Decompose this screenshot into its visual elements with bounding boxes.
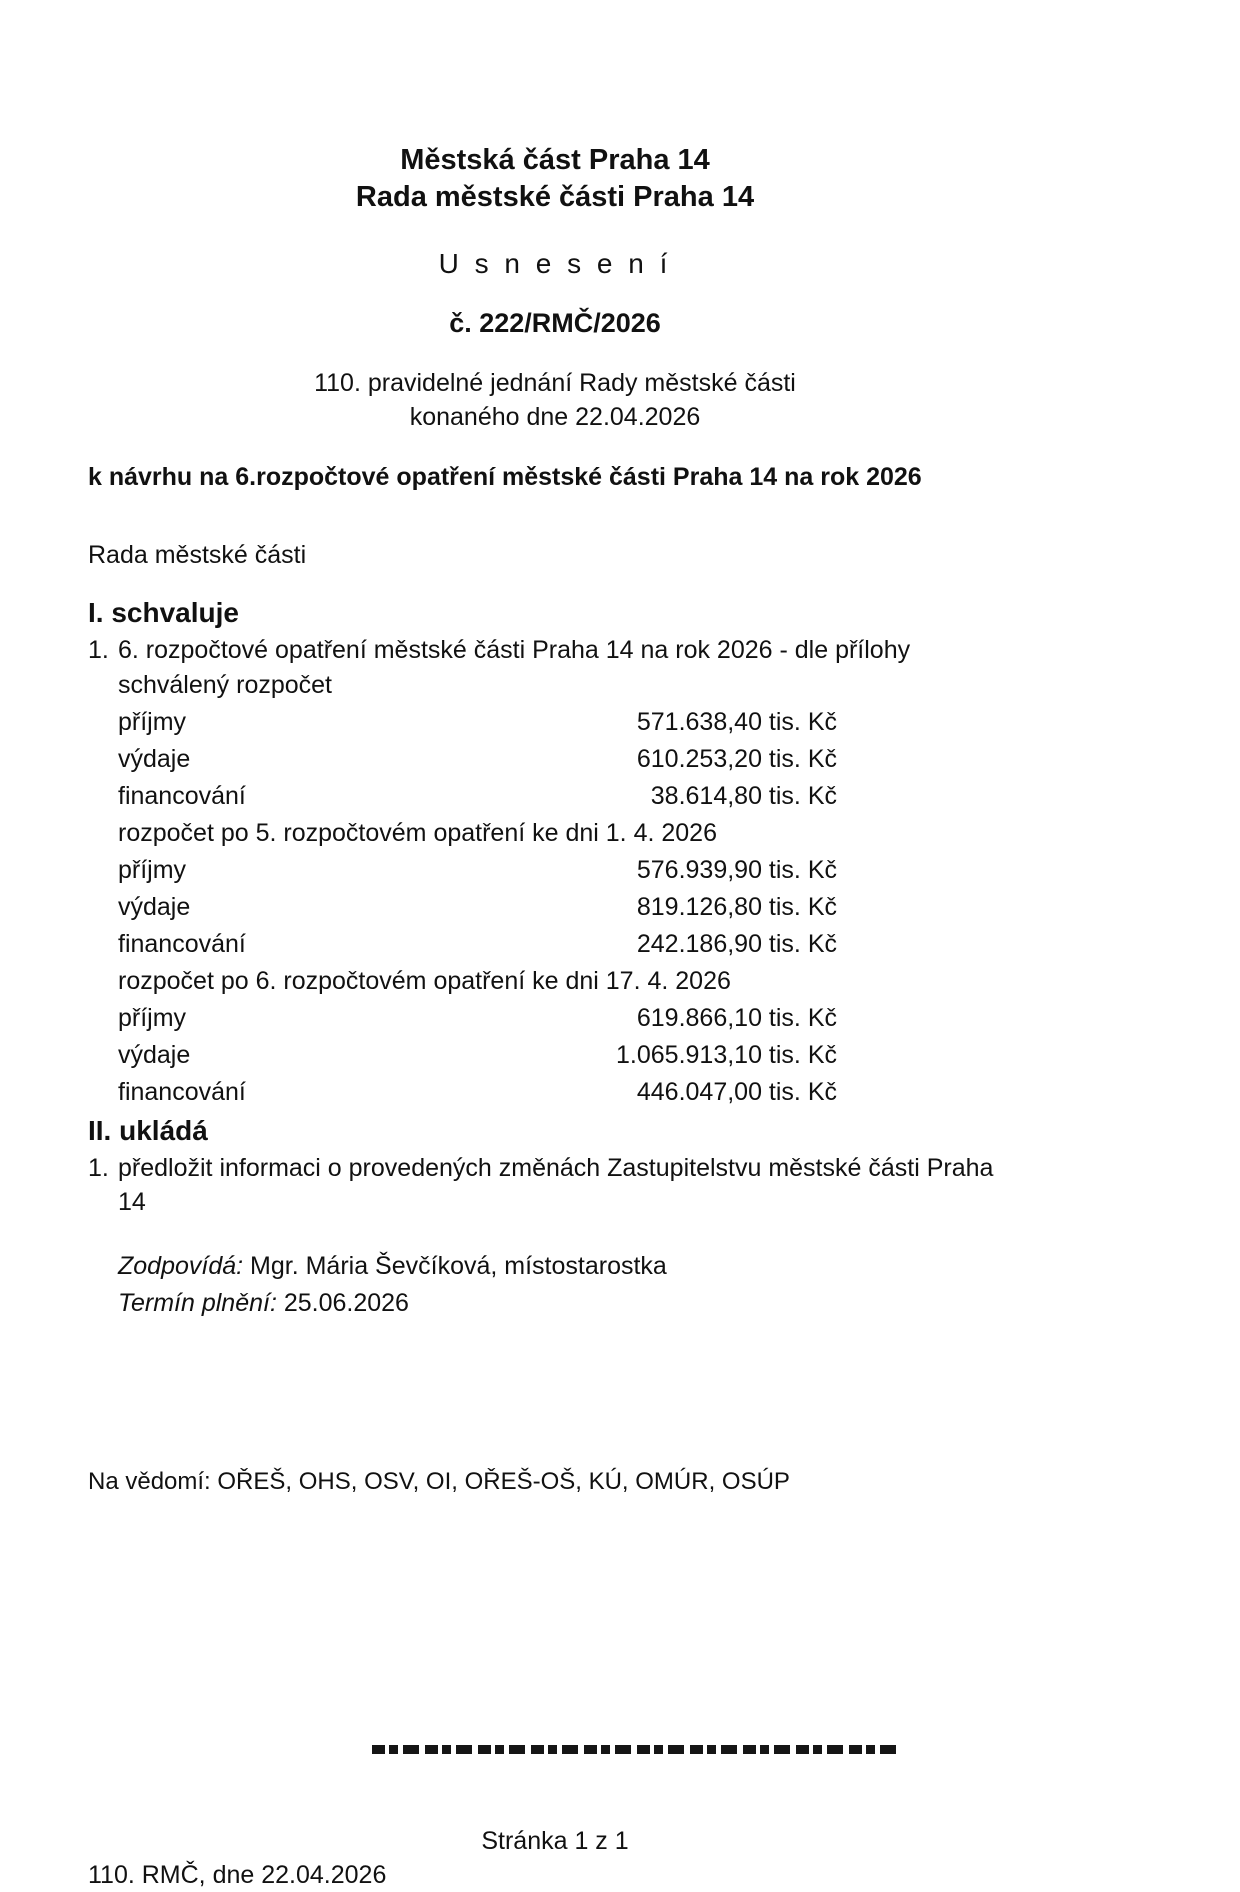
section-approves-heading: I. schvaluje bbox=[88, 597, 239, 628]
item-text: předložit informaci o provedených změnách Zastupitelstvu městské části Praha 14 bbox=[118, 1154, 994, 1216]
resolution-subject: k návrhu na 6.rozpočtové opatření městské části Praha 14 na rok 2026 bbox=[88, 463, 922, 491]
footer-meeting-date: 110. RMČ, dne 22.04.2026 bbox=[88, 1861, 387, 1889]
budget-row bbox=[118, 741, 837, 778]
budget-row bbox=[118, 1037, 837, 1074]
organization-header bbox=[88, 142, 1022, 216]
item-number: 1. bbox=[88, 1154, 109, 1182]
task-details bbox=[118, 1248, 1022, 1322]
notice-recipients: Na vědomí: OŘEŠ, OHS, OSV, OI, OŘEŠ-OŠ, KÚ, OMÚR, OSÚP bbox=[88, 1468, 790, 1495]
budget-label: výdaje bbox=[118, 893, 191, 921]
budget-block-title: schválený rozpočet bbox=[118, 671, 333, 699]
budget-row bbox=[118, 1000, 837, 1037]
budget-label: příjmy bbox=[118, 1004, 187, 1032]
responsible-value: Mgr. Mária Ševčíková, místostarostka bbox=[250, 1252, 667, 1280]
budget-label: výdaje bbox=[118, 745, 191, 773]
document-type-title: U s n e s e n í bbox=[438, 248, 672, 279]
clipped-text-fragment bbox=[372, 1745, 902, 1754]
responsible-label: Zodpovídá: bbox=[118, 1252, 251, 1280]
budget-value: 242.186,90 tis. Kč bbox=[636, 930, 837, 958]
budget-label: příjmy bbox=[118, 856, 187, 884]
section-assigns-heading: II. ukládá bbox=[88, 1115, 208, 1146]
deadline-value: 25.06.2026 bbox=[283, 1289, 409, 1317]
budget-value: 819.126,80 tis. Kč bbox=[636, 893, 837, 921]
budget-value: 446.047,00 tis. Kč bbox=[636, 1078, 837, 1106]
budget-row bbox=[118, 926, 837, 963]
deadline-line bbox=[118, 1285, 1022, 1322]
budget-row bbox=[118, 778, 837, 815]
budget-label: příjmy bbox=[118, 708, 187, 736]
meeting-session: 110. pravidelné jednání Rady městské části bbox=[314, 369, 796, 397]
responsible-line bbox=[118, 1248, 1022, 1285]
page-number: Stránka 1 z 1 bbox=[481, 1827, 629, 1855]
budget-label: financování bbox=[118, 782, 246, 810]
assigns-item-1 bbox=[88, 1151, 1022, 1219]
budget-value: 38.614,80 tis. Kč bbox=[650, 782, 837, 810]
budget-value: 571.638,40 tis. Kč bbox=[636, 708, 837, 736]
body-intro: Rada městské části bbox=[88, 541, 307, 569]
budget-value: 619.866,10 tis. Kč bbox=[636, 1004, 837, 1032]
item-text: 6. rozpočtové opatření městské části Praha 14 na rok 2026 - dle přílohy bbox=[118, 636, 911, 664]
budget-row bbox=[118, 852, 837, 889]
budget-block-title: rozpočet po 6. rozpočtovém opatření ke dni 17. 4. 2026 bbox=[118, 967, 731, 995]
budget-table bbox=[118, 667, 837, 1111]
budget-row bbox=[118, 704, 837, 741]
approves-item-1 bbox=[88, 633, 1022, 667]
budget-value: 610.253,20 tis. Kč bbox=[636, 745, 837, 773]
budget-row bbox=[118, 1074, 837, 1111]
budget-value: 576.939,90 tis. Kč bbox=[636, 856, 837, 884]
deadline-label: Termín plnění: bbox=[118, 1289, 284, 1317]
resolution-number: č. 222/RMČ/2026 bbox=[449, 308, 661, 338]
budget-block-title: rozpočet po 5. rozpočtovém opatření ke dni 1. 4. 2026 bbox=[118, 819, 717, 847]
budget-value: 1.065.913,10 tis. Kč bbox=[616, 1041, 837, 1069]
budget-row bbox=[118, 889, 837, 926]
budget-label: výdaje bbox=[118, 1041, 191, 1069]
budget-label: financování bbox=[118, 930, 246, 958]
organization-name: Městská část Praha 14 bbox=[400, 144, 710, 176]
meeting-info bbox=[88, 366, 1022, 434]
meeting-date: konaného dne 22.04.2026 bbox=[409, 403, 701, 431]
council-name: Rada městské části Praha 14 bbox=[355, 181, 755, 213]
budget-label: financování bbox=[118, 1078, 246, 1106]
item-number: 1. bbox=[88, 636, 109, 664]
